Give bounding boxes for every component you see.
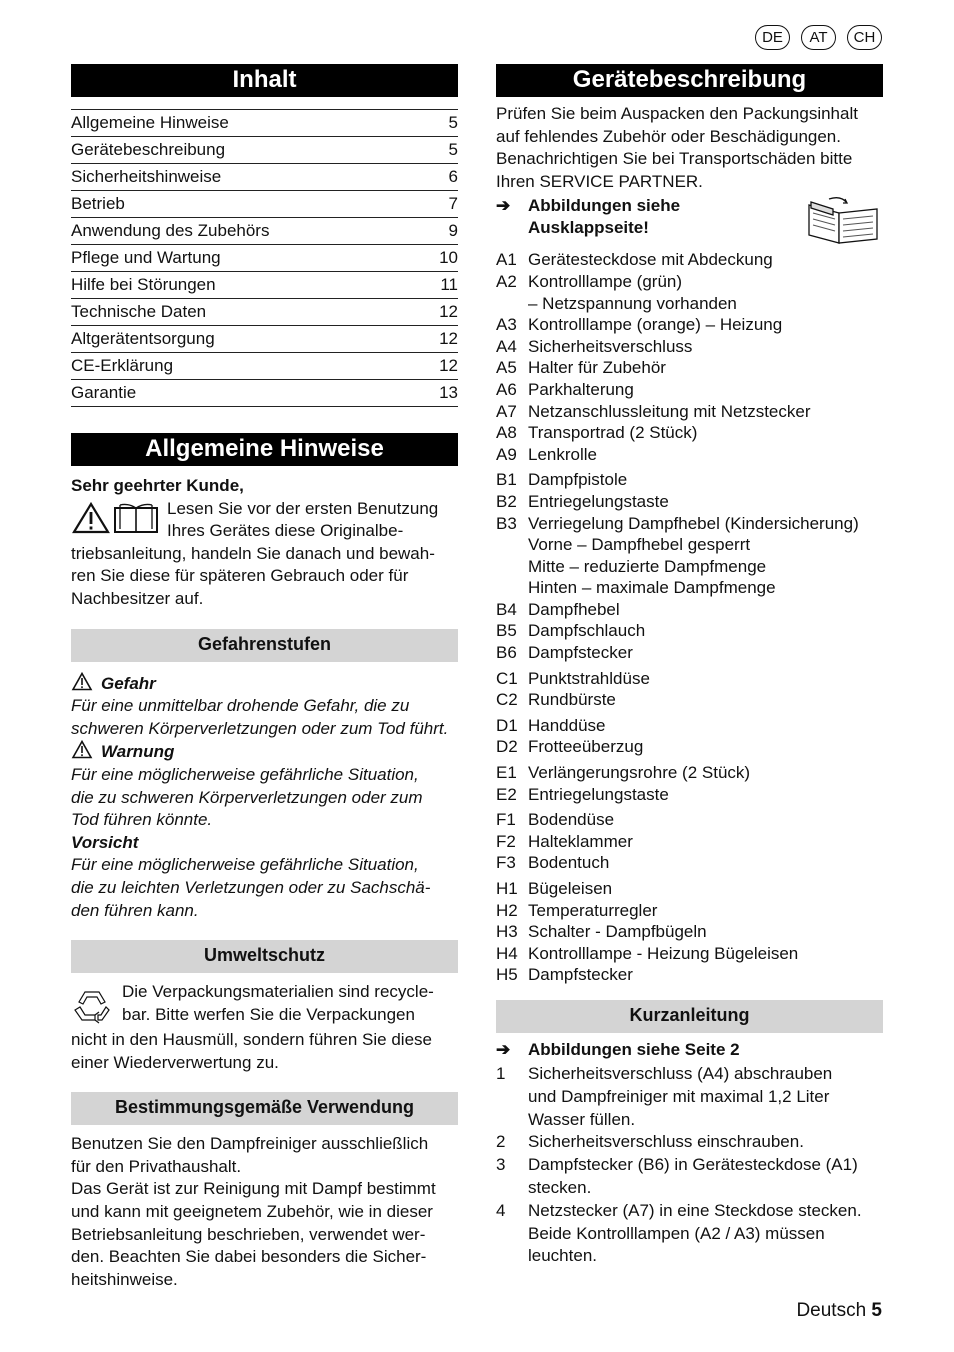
quick-steps xyxy=(496,1063,883,1268)
parts-text: Lenkrolle xyxy=(528,444,597,464)
page-footer xyxy=(796,1300,882,1322)
toc-page: 5 xyxy=(448,113,458,132)
parts-code: B1 xyxy=(496,470,517,490)
environment-text-4: einer Wiederverwertung zu. xyxy=(71,1052,279,1072)
parts-text: Kontrolllampe - Heizung Bügeleisen xyxy=(528,943,799,963)
toc-label: Gerätebeschreibung xyxy=(71,140,226,159)
parts-item xyxy=(496,852,883,874)
parts-code: D2 xyxy=(496,737,518,757)
toc-label: Technische Daten xyxy=(71,302,207,321)
parts-text: Entriegelungstaste xyxy=(528,784,669,804)
parts-item xyxy=(496,689,883,711)
parts-code: B3 xyxy=(496,513,517,533)
usage-text-5: Betriebsanleitung beschrieben, verwendet wer- xyxy=(71,1224,426,1244)
step-text: Sicherheitsverschluss (A4) abschrauben xyxy=(528,1063,833,1083)
toc-page: 9 xyxy=(448,221,458,240)
parts-text: Hinten – maximale Dampfmenge xyxy=(528,578,776,598)
parts-code: H3 xyxy=(496,922,518,942)
toc-label: Garantie xyxy=(71,383,137,402)
toc-page: 5 xyxy=(448,140,458,159)
see-foldout-1: Abbildungen siehe xyxy=(528,196,681,216)
toc-label: Allgemeine Hinweise xyxy=(71,113,229,132)
parts-code: A1 xyxy=(496,250,517,270)
step-line xyxy=(496,1177,883,1200)
parts-item xyxy=(496,736,883,758)
parts-item xyxy=(496,921,883,943)
toc-page: 13 xyxy=(439,383,458,402)
warning-text-3: Tod führen könnte. xyxy=(71,810,213,830)
parts-code: C1 xyxy=(496,668,518,688)
parts-item xyxy=(496,577,883,599)
toc-label: CE-Erklärung xyxy=(71,356,174,375)
greeting: Sehr geehrter Kunde, xyxy=(71,476,244,495)
toc-label: Altgerätentsorgung xyxy=(71,329,215,348)
general-intro-3: triebsanleitung, handeln Sie danach und bewah- xyxy=(71,543,435,563)
arrow-right-icon: ➔ xyxy=(496,196,511,216)
device-intro-2: auf fehlendes Zubehör oder Beschädigungen. xyxy=(496,126,841,146)
toc-title: Inhalt xyxy=(71,64,458,97)
footer-language: Deutsch xyxy=(796,1300,867,1321)
country-badge-at: AT xyxy=(801,25,836,50)
step-text: stecken. xyxy=(528,1177,592,1197)
warning-text-2: die zu schweren Körperverletzungen oder zum xyxy=(71,787,423,807)
toc-page: 12 xyxy=(439,329,458,348)
parts-item xyxy=(496,878,883,900)
parts-code: F1 xyxy=(496,810,516,830)
danger-label: Gefahr xyxy=(101,673,156,693)
parts-item xyxy=(496,900,883,922)
toc-row xyxy=(71,353,458,380)
step-text: Wasser füllen. xyxy=(528,1109,636,1129)
toc-page: 12 xyxy=(439,302,458,321)
parts-code: H4 xyxy=(496,943,518,963)
parts-code: A2 xyxy=(496,271,517,291)
parts-text: Verriegelung Dampfhebel (Kindersicherung) xyxy=(528,513,859,533)
step-number: 1 xyxy=(496,1063,506,1083)
left-column xyxy=(71,64,458,1291)
step-line xyxy=(496,1109,883,1132)
step-line xyxy=(496,1200,883,1223)
caution-text-1: Für eine möglicherweise gefährliche Situation, xyxy=(71,855,419,875)
environment-text-2: bar. Bitte werfen Sie die Verpackungen xyxy=(122,1004,415,1024)
parts-code: B6 xyxy=(496,643,517,663)
parts-text: Bügeleisen xyxy=(528,879,613,898)
parts-code: F3 xyxy=(496,853,516,873)
step-number xyxy=(496,1245,528,1268)
usage-text-1: Benutzen Sie den Dampfreiniger ausschließlich xyxy=(71,1134,429,1154)
parts-text: Gerätesteckdose mit Abdeckung xyxy=(528,250,773,270)
parts-text: Bodentuch xyxy=(528,853,610,873)
step-number xyxy=(496,1109,528,1132)
parts-item xyxy=(496,642,883,664)
parts-list xyxy=(496,249,883,986)
step-number: 3 xyxy=(496,1155,506,1175)
toc-row xyxy=(71,218,458,245)
toc-row xyxy=(71,272,458,299)
parts-text: Bodendüse xyxy=(528,810,615,830)
parts-item xyxy=(496,249,883,271)
general-intro-2: Ihres Gerätes diese Originalbe- xyxy=(167,521,404,541)
general-title: Allgemeine Hinweise xyxy=(71,433,458,466)
parts-item xyxy=(496,314,883,336)
warning-text-1: Für eine möglicherweise gefährliche Situation, xyxy=(71,764,419,784)
recycling-icon xyxy=(71,988,113,1024)
toc-label: Anwendung des Zubehörs xyxy=(71,221,270,240)
warning-triangle-icon xyxy=(71,740,93,759)
parts-item xyxy=(496,534,883,556)
parts-code xyxy=(496,556,528,578)
parts-code: E2 xyxy=(496,784,517,804)
device-intro-3: Benachrichtigen Sie bei Transportschäden bitte xyxy=(496,149,853,169)
step-line xyxy=(496,1063,883,1086)
quick-title: Kurzanleitung xyxy=(496,1000,883,1033)
toc-row xyxy=(71,110,458,137)
parts-text: Transportrad (2 Stück) xyxy=(528,423,698,443)
parts-code: H5 xyxy=(496,965,518,985)
parts-text: Halteklammer xyxy=(528,831,633,851)
parts-text: Punktstrahldüse xyxy=(528,668,650,688)
parts-code: F2 xyxy=(496,831,516,851)
right-column xyxy=(496,64,883,1268)
parts-code: B5 xyxy=(496,621,517,641)
parts-item xyxy=(496,809,883,831)
parts-item xyxy=(496,784,883,806)
parts-text: Dampfhebel xyxy=(528,599,620,619)
step-text: Dampfstecker (B6) in Gerätesteckdose (A1) xyxy=(528,1155,858,1175)
see-foldout-2: Ausklappseite! xyxy=(528,218,649,238)
country-badges xyxy=(755,25,882,50)
caution-label: Vorsicht xyxy=(71,832,139,852)
parts-code: A8 xyxy=(496,423,517,443)
danger-text-1: Für eine unmittelbar drohende Gefahr, die zu xyxy=(71,696,410,716)
parts-code: B2 xyxy=(496,491,517,511)
parts-item xyxy=(496,491,883,513)
step-line xyxy=(496,1154,883,1177)
device-intro-1: Prüfen Sie beim Auspacken den Packungsinhalt xyxy=(496,104,858,123)
step-number xyxy=(496,1223,528,1246)
environment-title: Umweltschutz xyxy=(71,940,458,973)
parts-text: Halter für Zubehör xyxy=(528,358,666,378)
parts-item xyxy=(496,964,883,986)
toc-page: 6 xyxy=(448,167,458,186)
parts-item xyxy=(496,401,883,423)
parts-code: E1 xyxy=(496,763,517,783)
parts-item xyxy=(496,444,883,466)
parts-code: D1 xyxy=(496,715,518,735)
parts-item xyxy=(496,357,883,379)
toc-row xyxy=(71,299,458,326)
parts-text: Verlängerungsrohre (2 Stück) xyxy=(528,763,751,783)
parts-text: Temperaturregler xyxy=(528,900,658,920)
caution-text-3: den führen kann. xyxy=(71,900,199,920)
parts-code: H2 xyxy=(496,900,518,920)
parts-text: Rundbürste xyxy=(528,690,616,710)
parts-item xyxy=(496,469,883,491)
parts-code: B4 xyxy=(496,599,517,619)
toc-row xyxy=(71,326,458,353)
parts-item xyxy=(496,293,883,315)
usage-text-7: heitshinweise. xyxy=(71,1269,178,1289)
parts-code xyxy=(496,293,528,315)
parts-text: Dampfpistole xyxy=(528,470,628,490)
device-intro-4: Ihren SERVICE PARTNER. xyxy=(496,171,703,191)
parts-item xyxy=(496,599,883,621)
step-text: Sicherheitsverschluss einschrauben. xyxy=(528,1132,804,1152)
general-intro-4: ren Sie diese für späteren Gebrauch oder für xyxy=(71,566,409,586)
parts-text: Vorne – Dampfhebel gesperrt xyxy=(528,535,751,555)
step-text: und Dampfreiniger mit maximal 1,2 Liter xyxy=(528,1086,830,1106)
parts-text: Dampfstecker xyxy=(528,643,633,663)
parts-code: A7 xyxy=(496,401,517,421)
parts-item xyxy=(496,943,883,965)
toc-label: Hilfe bei Störungen xyxy=(71,275,216,294)
step-text: Netzstecker (A7) in eine Steckdose stecken. xyxy=(528,1200,862,1220)
usage-text-2: für den Privathaushalt. xyxy=(71,1156,242,1176)
usage-text-3: Das Gerät ist zur Reinigung mit Dampf bestimmt xyxy=(71,1179,436,1199)
environment-text-3: nicht in den Hausmüll, sondern führen Sie diese xyxy=(71,1030,432,1050)
warning-triangle-icon xyxy=(71,672,93,691)
warning-manual-icons xyxy=(71,498,167,539)
step-line xyxy=(496,1245,883,1268)
step-number xyxy=(496,1086,528,1109)
parts-code: A3 xyxy=(496,315,517,335)
toc-row xyxy=(71,164,458,191)
caution-text-2: die zu leichten Verletzungen oder zu Sachschä- xyxy=(71,877,431,897)
parts-text: Handdüse xyxy=(528,715,606,735)
parts-code xyxy=(496,534,528,556)
parts-text: Dampfstecker xyxy=(528,965,633,985)
general-intro-1: Lesen Sie vor der ersten Benutzung xyxy=(167,498,439,518)
general-intro-5: Nachbesitzer auf. xyxy=(71,588,204,608)
device-title: Gerätebeschreibung xyxy=(496,64,883,97)
parts-text: Kontrolllampe (orange) – Heizung xyxy=(528,315,783,335)
step-line xyxy=(496,1223,883,1246)
toc-label: Sicherheitshinweise xyxy=(71,167,222,186)
parts-code: A9 xyxy=(496,444,517,464)
usage-text-6: den. Beachten Sie dabei besonders die Sicher- xyxy=(71,1247,427,1267)
step-line xyxy=(496,1086,883,1109)
toc-row xyxy=(71,380,458,407)
page-number: 5 xyxy=(871,1300,882,1321)
toc-page: 11 xyxy=(440,275,458,294)
warning-triangle-book-icon xyxy=(71,502,161,534)
country-badge-de: DE xyxy=(755,25,790,50)
parts-item xyxy=(496,271,883,293)
warning-label: Warnung xyxy=(101,742,175,762)
parts-code: A6 xyxy=(496,379,517,399)
parts-text: Dampfschlauch xyxy=(528,621,646,641)
toc-page: 7 xyxy=(448,194,458,213)
parts-text: Entriegelungstaste xyxy=(528,491,669,511)
country-badge-ch: CH xyxy=(847,25,882,50)
step-number xyxy=(496,1177,528,1200)
parts-item xyxy=(496,762,883,784)
parts-text: – Netzspannung vorhanden xyxy=(528,293,737,313)
hazard-title: Gefahrenstufen xyxy=(71,629,458,662)
toc-row xyxy=(71,245,458,272)
parts-code xyxy=(496,577,528,599)
step-text: leuchten. xyxy=(528,1246,597,1266)
table-of-contents xyxy=(71,109,458,407)
toc-label: Betrieb xyxy=(71,194,125,213)
usage-title: Bestimmungsgemäße Verwendung xyxy=(71,1092,458,1125)
parts-item xyxy=(496,422,883,444)
parts-item xyxy=(496,668,883,690)
toc-page: 10 xyxy=(439,248,458,267)
parts-code: A4 xyxy=(496,336,517,356)
step-line xyxy=(496,1131,883,1154)
toc-page: 12 xyxy=(439,356,458,375)
parts-text: Schalter - Dampfbügeln xyxy=(528,922,707,942)
parts-text: Mitte – reduzierte Dampfmenge xyxy=(528,556,767,576)
quick-see: Abbildungen siehe Seite 2 xyxy=(528,1039,740,1059)
parts-item xyxy=(496,513,883,535)
parts-code: A5 xyxy=(496,358,517,378)
toc-row xyxy=(71,191,458,218)
parts-text: Sicherheitsverschluss xyxy=(528,336,693,356)
parts-item xyxy=(496,556,883,578)
open-manual-icon xyxy=(801,195,881,247)
usage-text-4: und kann mit geeignetem Zubehör, wie in dieser xyxy=(71,1202,433,1222)
parts-item xyxy=(496,336,883,358)
step-number: 4 xyxy=(496,1200,506,1220)
parts-code: H1 xyxy=(496,879,518,898)
parts-text: Frotteeüberzug xyxy=(528,737,644,757)
danger-text-2: schweren Körperverletzungen oder zum Tod führt. xyxy=(71,718,449,738)
arrow-right-icon: ➔ xyxy=(496,1039,511,1059)
toc-label: Pflege und Wartung xyxy=(71,248,221,267)
parts-text: Parkhalterung xyxy=(528,379,634,399)
parts-code: C2 xyxy=(496,690,518,710)
toc-row xyxy=(71,137,458,164)
step-text: Beide Kontrolllampen (A2 / A3) müssen xyxy=(528,1223,825,1243)
step-number: 2 xyxy=(496,1132,506,1152)
environment-text-1: Die Verpackungsmaterialien sind recycle- xyxy=(122,982,434,1002)
parts-item xyxy=(496,620,883,642)
parts-text: Kontrolllampe (grün) xyxy=(528,271,683,291)
parts-item xyxy=(496,715,883,737)
parts-item xyxy=(496,379,883,401)
parts-item xyxy=(496,831,883,853)
parts-text: Netzanschlussleitung mit Netzstecker xyxy=(528,401,811,421)
